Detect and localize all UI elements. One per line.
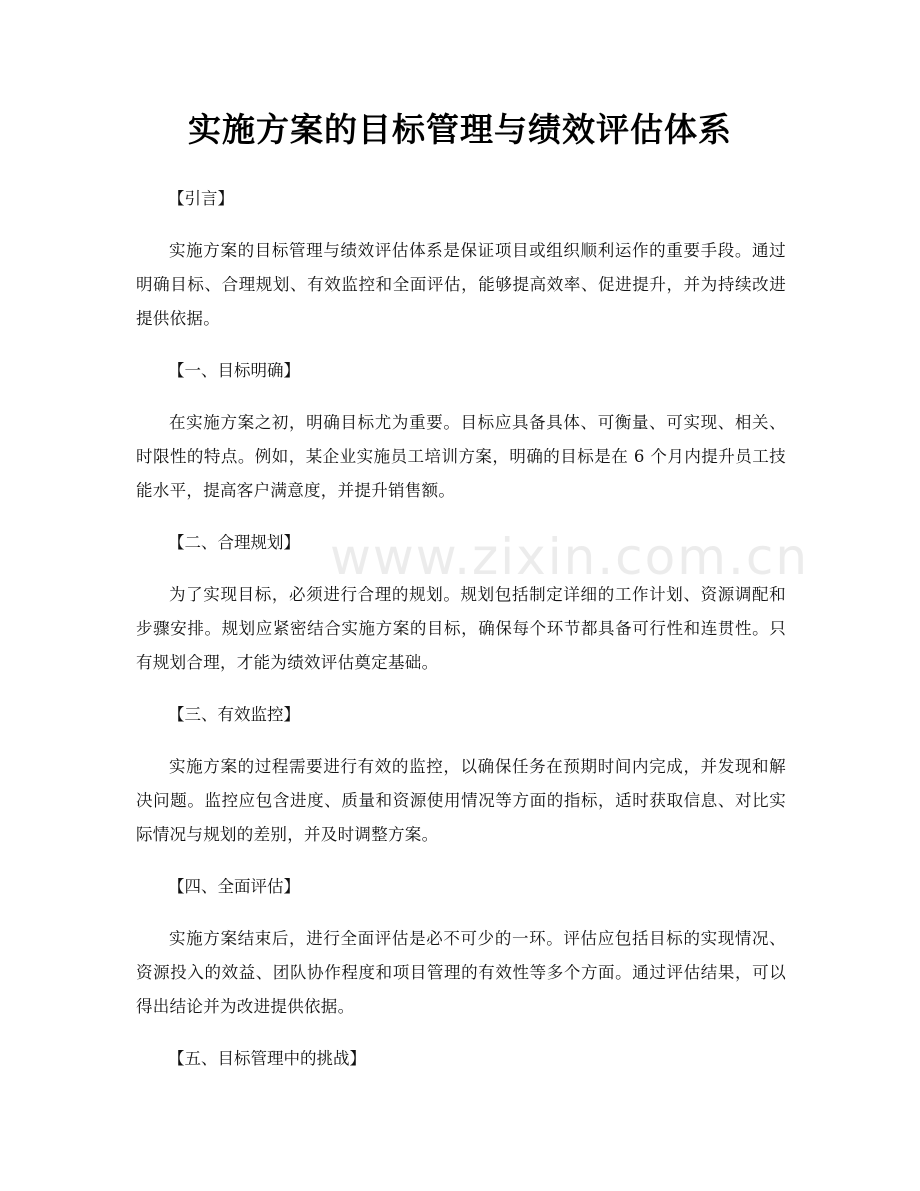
- section-planning: [136, 528, 786, 680]
- page-title: 实施方案的目标管理与绩效评估体系: [188, 110, 732, 149]
- section-heading: 【三、有效监控】: [168, 705, 300, 724]
- section-monitoring: [136, 700, 786, 852]
- section-paragraph: 实施方案结束后，进行全面评估是必不可少的一环。评估应包括目标的实现情况、资源投入的效益、团队协作程度和项目管理的有效性等多个方面。通过评估结果，可以得出结论并为改进提供依据。: [136, 929, 786, 1016]
- section-challenges: [136, 1044, 786, 1074]
- section-heading: 【引言】: [168, 189, 234, 208]
- section-paragraph: 实施方案的目标管理与绩效评估体系是保证项目或组织顺利运作的重要手段。通过明确目标、合理规划、有效监控和全面评估，能够提高效率、促进提升，并为持续改进提供依据。: [136, 241, 786, 328]
- section-heading: 【一、目标明确】: [168, 361, 300, 380]
- section-heading: 【五、目标管理中的挑战】: [168, 1049, 366, 1068]
- section-heading: 【四、全面评估】: [168, 877, 300, 896]
- section-intro: [136, 184, 786, 336]
- section-paragraph: 实施方案的过程需要进行有效的监控，以确保任务在预期时间内完成，并发现和解决问题。监控应包含进度、质量和资源使用情况等方面的指标，适时获取信息、对比实际情况与规划的差别，并及时调整方案。: [136, 757, 786, 844]
- section-evaluation: [136, 872, 786, 1024]
- section-paragraph: 在实施方案之初，明确目标尤为重要。目标应具备具体、可衡量、可实现、相关、时限性的特点。例如，某企业实施员工培训方案，明确的目标是在 6 个月内提升员工技能水平，提高客户满意度，并提升销售额。: [136, 413, 786, 500]
- section-goal-clarity: [136, 356, 786, 508]
- section-paragraph: 为了实现目标，必须进行合理的规划。规划包括制定详细的工作计划、资源调配和步骤安排。规划应紧密结合实施方案的目标，确保每个环节都具备可行性和连贯性。只有规划合理，才能为绩效评估奠定基础。: [136, 585, 786, 672]
- document-body: [136, 184, 786, 1094]
- watermark: www.zixin.com.cn: [330, 528, 810, 586]
- section-heading: 【二、合理规划】: [168, 533, 300, 552]
